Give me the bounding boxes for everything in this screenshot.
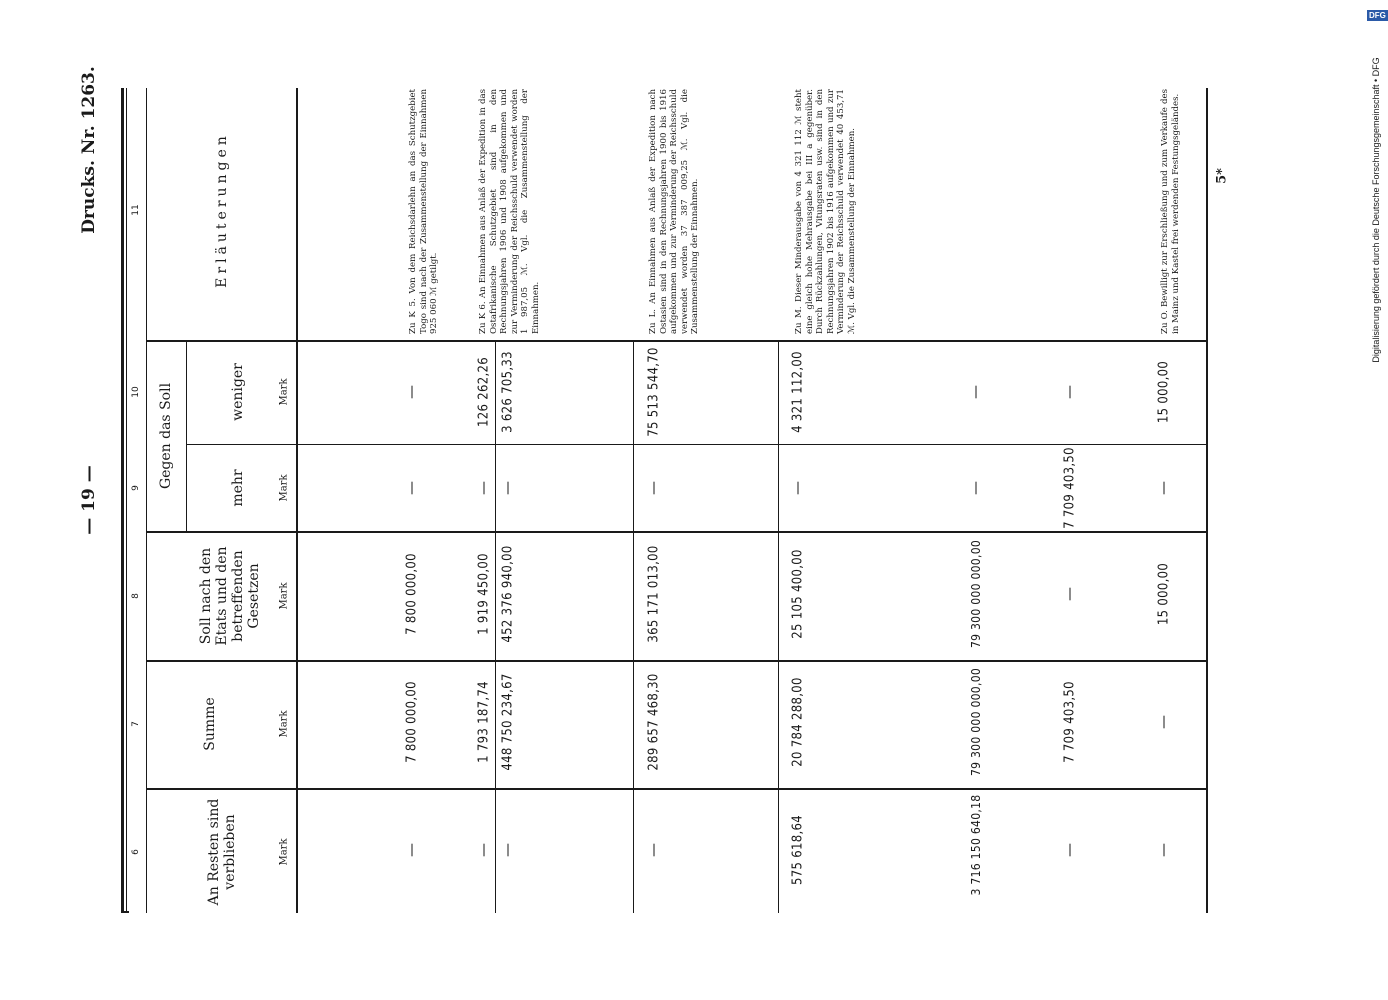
row7-c7: 7 709 403,50: [1062, 681, 1078, 763]
row4-c7: 289 657 468,30: [646, 673, 662, 771]
row8-c7: —: [1156, 715, 1172, 729]
row3-c7: 448 750 234,67: [500, 673, 516, 771]
col-10-number: 10: [131, 386, 141, 398]
gegen-underline: [186, 340, 187, 531]
row1-note: Zu K 5. Von dem Reichsdarlehn an das Schutzgebiet Togo sind nach der Zusammenstellung der Einnahmen 925 060 ℳ getilgt.: [408, 89, 440, 334]
row-sep-2: [633, 340, 634, 913]
col-6-unit: Mark: [278, 838, 290, 866]
col-7-unit: Mark: [278, 710, 290, 738]
row6-c6: 3 716 150 640,18: [969, 794, 983, 896]
row-sep-3: [778, 340, 779, 913]
row1-c8: 7 800 000,00: [404, 553, 420, 635]
row6-c10: —: [968, 385, 984, 399]
row5-c8: 25 105 400,00: [790, 549, 806, 639]
row-sep-1: [495, 340, 496, 913]
row7-c9: 7 709 403,50: [1062, 447, 1078, 529]
row6-c8: 79 300 000 000,00: [969, 539, 983, 649]
row8-c8: 15 000,00: [1156, 562, 1172, 626]
col-9-unit: Mark: [278, 474, 290, 502]
row2-c7: 1 793 187,74: [476, 681, 492, 763]
row8-note: Zu O. Bewilligt zur Erschließung und zum Verkaufe des in Mainz und Kastel frei werdenden Festungsgeländes.: [1160, 89, 1181, 334]
col-6-number: 6: [131, 849, 141, 855]
col-sep-8-9: [146, 531, 1206, 533]
page-number: — 19 —: [79, 465, 99, 535]
col-11-number: 11: [131, 204, 141, 216]
col-sep-9-10: [186, 444, 1206, 445]
col-11-header: Erläuterungen: [214, 132, 230, 288]
table-top-rule: [121, 88, 124, 913]
row7-c10: —: [1062, 385, 1078, 399]
row5-note: Zu M. Dieser Minderausgabe von 4 321 112 ℳ steht eine gleich hohe Mehrausgabe bei III a gegenüber. Durch Rückzahlungen, Vitungsraten usw. sind in den Rechnungsjahren 1902 bis 1916 aufgekommen und zur Verminderung der Reichsschuld verwendet 40 453,71 ℳ. Vgl. die Zusammenstellung der Einnahmen.: [794, 89, 857, 334]
row2-c10: 126 262,26: [476, 357, 492, 427]
table-bottom-rule: [1206, 88, 1208, 913]
col-8-header: Soll nach den Etats und den betreffenden Gesetzen: [198, 546, 262, 646]
row6-c9: —: [968, 481, 984, 495]
row5-c10: 4 321 112,00: [790, 351, 806, 433]
gegen-das-soll-header: Gegen das Soll: [158, 382, 174, 490]
drucksache-label: Drucks. Nr. 1263.: [79, 66, 99, 234]
col-8-unit: Mark: [278, 582, 290, 610]
row3-c8: 452 376 940,00: [500, 545, 516, 643]
row1-c9: —: [404, 481, 420, 495]
col-7-header: Summe: [202, 697, 218, 751]
row4-c6: —: [646, 843, 662, 857]
col-9-number: 9: [131, 485, 141, 491]
row8-c9: —: [1156, 481, 1172, 495]
row1-c7: 7 800 000,00: [404, 681, 420, 763]
col-10-header: weniger: [230, 363, 246, 421]
row4-c9: —: [646, 481, 662, 495]
row3-c10: 3 626 705,33: [500, 351, 516, 433]
row3-c9: —: [500, 481, 516, 495]
row8-c6: —: [1156, 843, 1172, 857]
row2-note: Zu K 6. An Einnahmen aus Anlaß der Expedition in das Ostafrikanische Schutzgebiet sind in den Rechnungsjahren 1906 und 1908 aufgekommen und zur Verminderung der Reichsschuld verwendet worden 1 987,05 ℳ. Vgl. die Zusammenstellung der Einnahmen.: [478, 89, 541, 334]
row7-c8: —: [1062, 587, 1078, 601]
row7-c6: —: [1062, 843, 1078, 857]
row1-c10: —: [404, 385, 420, 399]
row3-c6: —: [500, 843, 516, 857]
col-sep-10-11: [146, 340, 1206, 342]
col-7-number: 7: [131, 721, 141, 727]
digitization-note: Digitalisierung gefördert durch die Deutsche Forschungsgemeinschaft • DFG: [1371, 57, 1381, 363]
row5-c6: 575 618,64: [790, 815, 806, 885]
dfg-logo: DFG: [1369, 11, 1386, 20]
row1-c6: —: [404, 843, 420, 857]
col-10-unit: Mark: [278, 378, 290, 406]
table-left-edge: [121, 911, 129, 913]
row2-c8: 1 919 450,00: [476, 553, 492, 635]
table-top-rule-thin: [126, 88, 127, 913]
col-9-header: mehr: [230, 469, 246, 507]
row5-c9: —: [790, 481, 806, 495]
row2-c6: —: [476, 843, 492, 857]
row4-c8: 365 171 013,00: [646, 545, 662, 643]
col-6-header: An Resten sind verblieben: [206, 798, 238, 906]
col-sep-7-8: [146, 660, 1206, 662]
col-8-number: 8: [131, 593, 141, 599]
row6-c7: 79 300 000 000,00: [969, 667, 983, 777]
row8-c10: 15 000,00: [1156, 360, 1172, 424]
row5-c7: 20 784 288,00: [790, 677, 806, 767]
sheet-mark: 5*: [1214, 168, 1230, 184]
row2-c9: —: [476, 481, 492, 495]
row4-note: Zu L. An Einnahmen aus Anlaß der Expedition nach Ostasien sind in den Rechnungsjahren 1900 bis 1916 aufgekommen und zur Verminderung der Reichsschuld verwendet worden 37 387 009,25 ℳ. Vgl. die Zusammenstellung der Einnahmen.: [648, 89, 701, 334]
col-sep-6-7: [146, 788, 1206, 790]
row4-c10: 75 513 544,70: [646, 347, 662, 437]
